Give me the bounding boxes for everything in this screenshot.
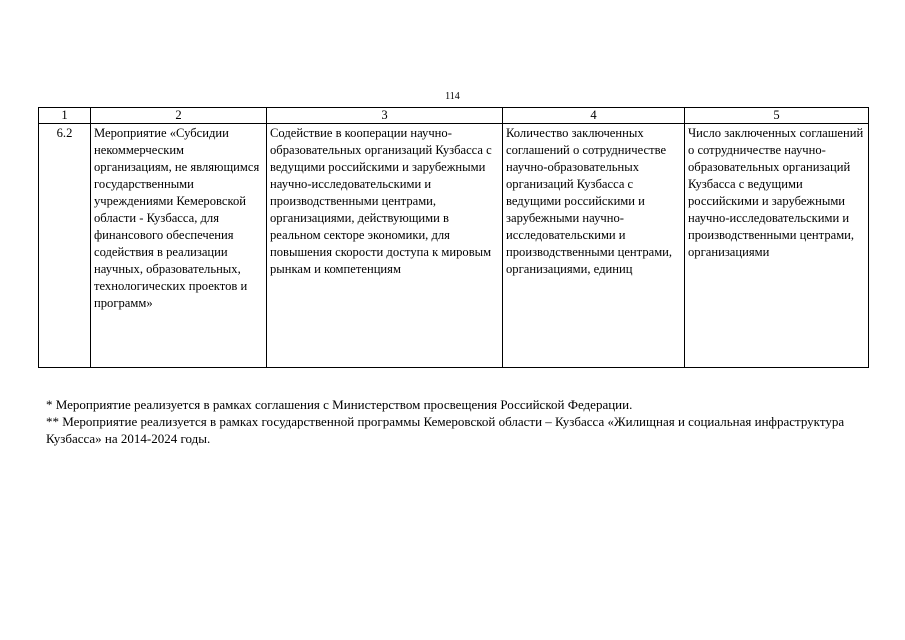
footnote-1: * Мероприятие реализуется в рамках соглашения с Министерством просвещения Российской Федерации. [46,397,633,412]
event-name-cell: Мероприятие «Субсидии некоммерческим организациям, не являющимся государственными учреждениями Кемеровской области - Кузбасса, для финансового обеспечения содействия в реализации научных, образовательных, технологических проектов и программ» [91,124,267,368]
column-header-4: 4 [503,108,685,124]
indicator-name-cell: Количество заключенных соглашений о сотрудничестве научно-образовательных организаций Кузбасса с ведущими российскими и зарубежными научно-исследовательскими и производственными центрами, организациями, единиц [503,124,685,368]
column-header-1: 1 [39,108,91,124]
footnotes [46,396,876,447]
table-header-row [39,108,869,124]
measures-table [38,107,869,368]
column-header-5: 5 [685,108,869,124]
page-number: 114 [445,91,460,102]
table-row [39,124,869,368]
indicator-method-cell: Число заключенных соглашений о сотрудничестве научно-образовательных организаций Кузбасса с ведущими российскими и зарубежными научно-исследовательскими и производственными центрами, организациями [685,124,869,368]
row-number-cell: 6.2 [39,124,91,368]
event-goal-cell: Содействие в кооперации научно-образовательных организаций Кузбасса с ведущими российскими и зарубежными научно-исследовательскими и производственными центрами, организациями, действующими в реальном секторе экономики, для повышения скорости доступа к мировым рынкам и компетенциям [267,124,503,368]
footnote-2: ** Мероприятие реализуется в рамках государственной программы Кемеровской области – Кузбасса «Жилищная и социальная инфраструктура Кузбасса» на 2014-2024 годы. [46,414,845,446]
column-header-3: 3 [267,108,503,124]
column-header-2: 2 [91,108,267,124]
